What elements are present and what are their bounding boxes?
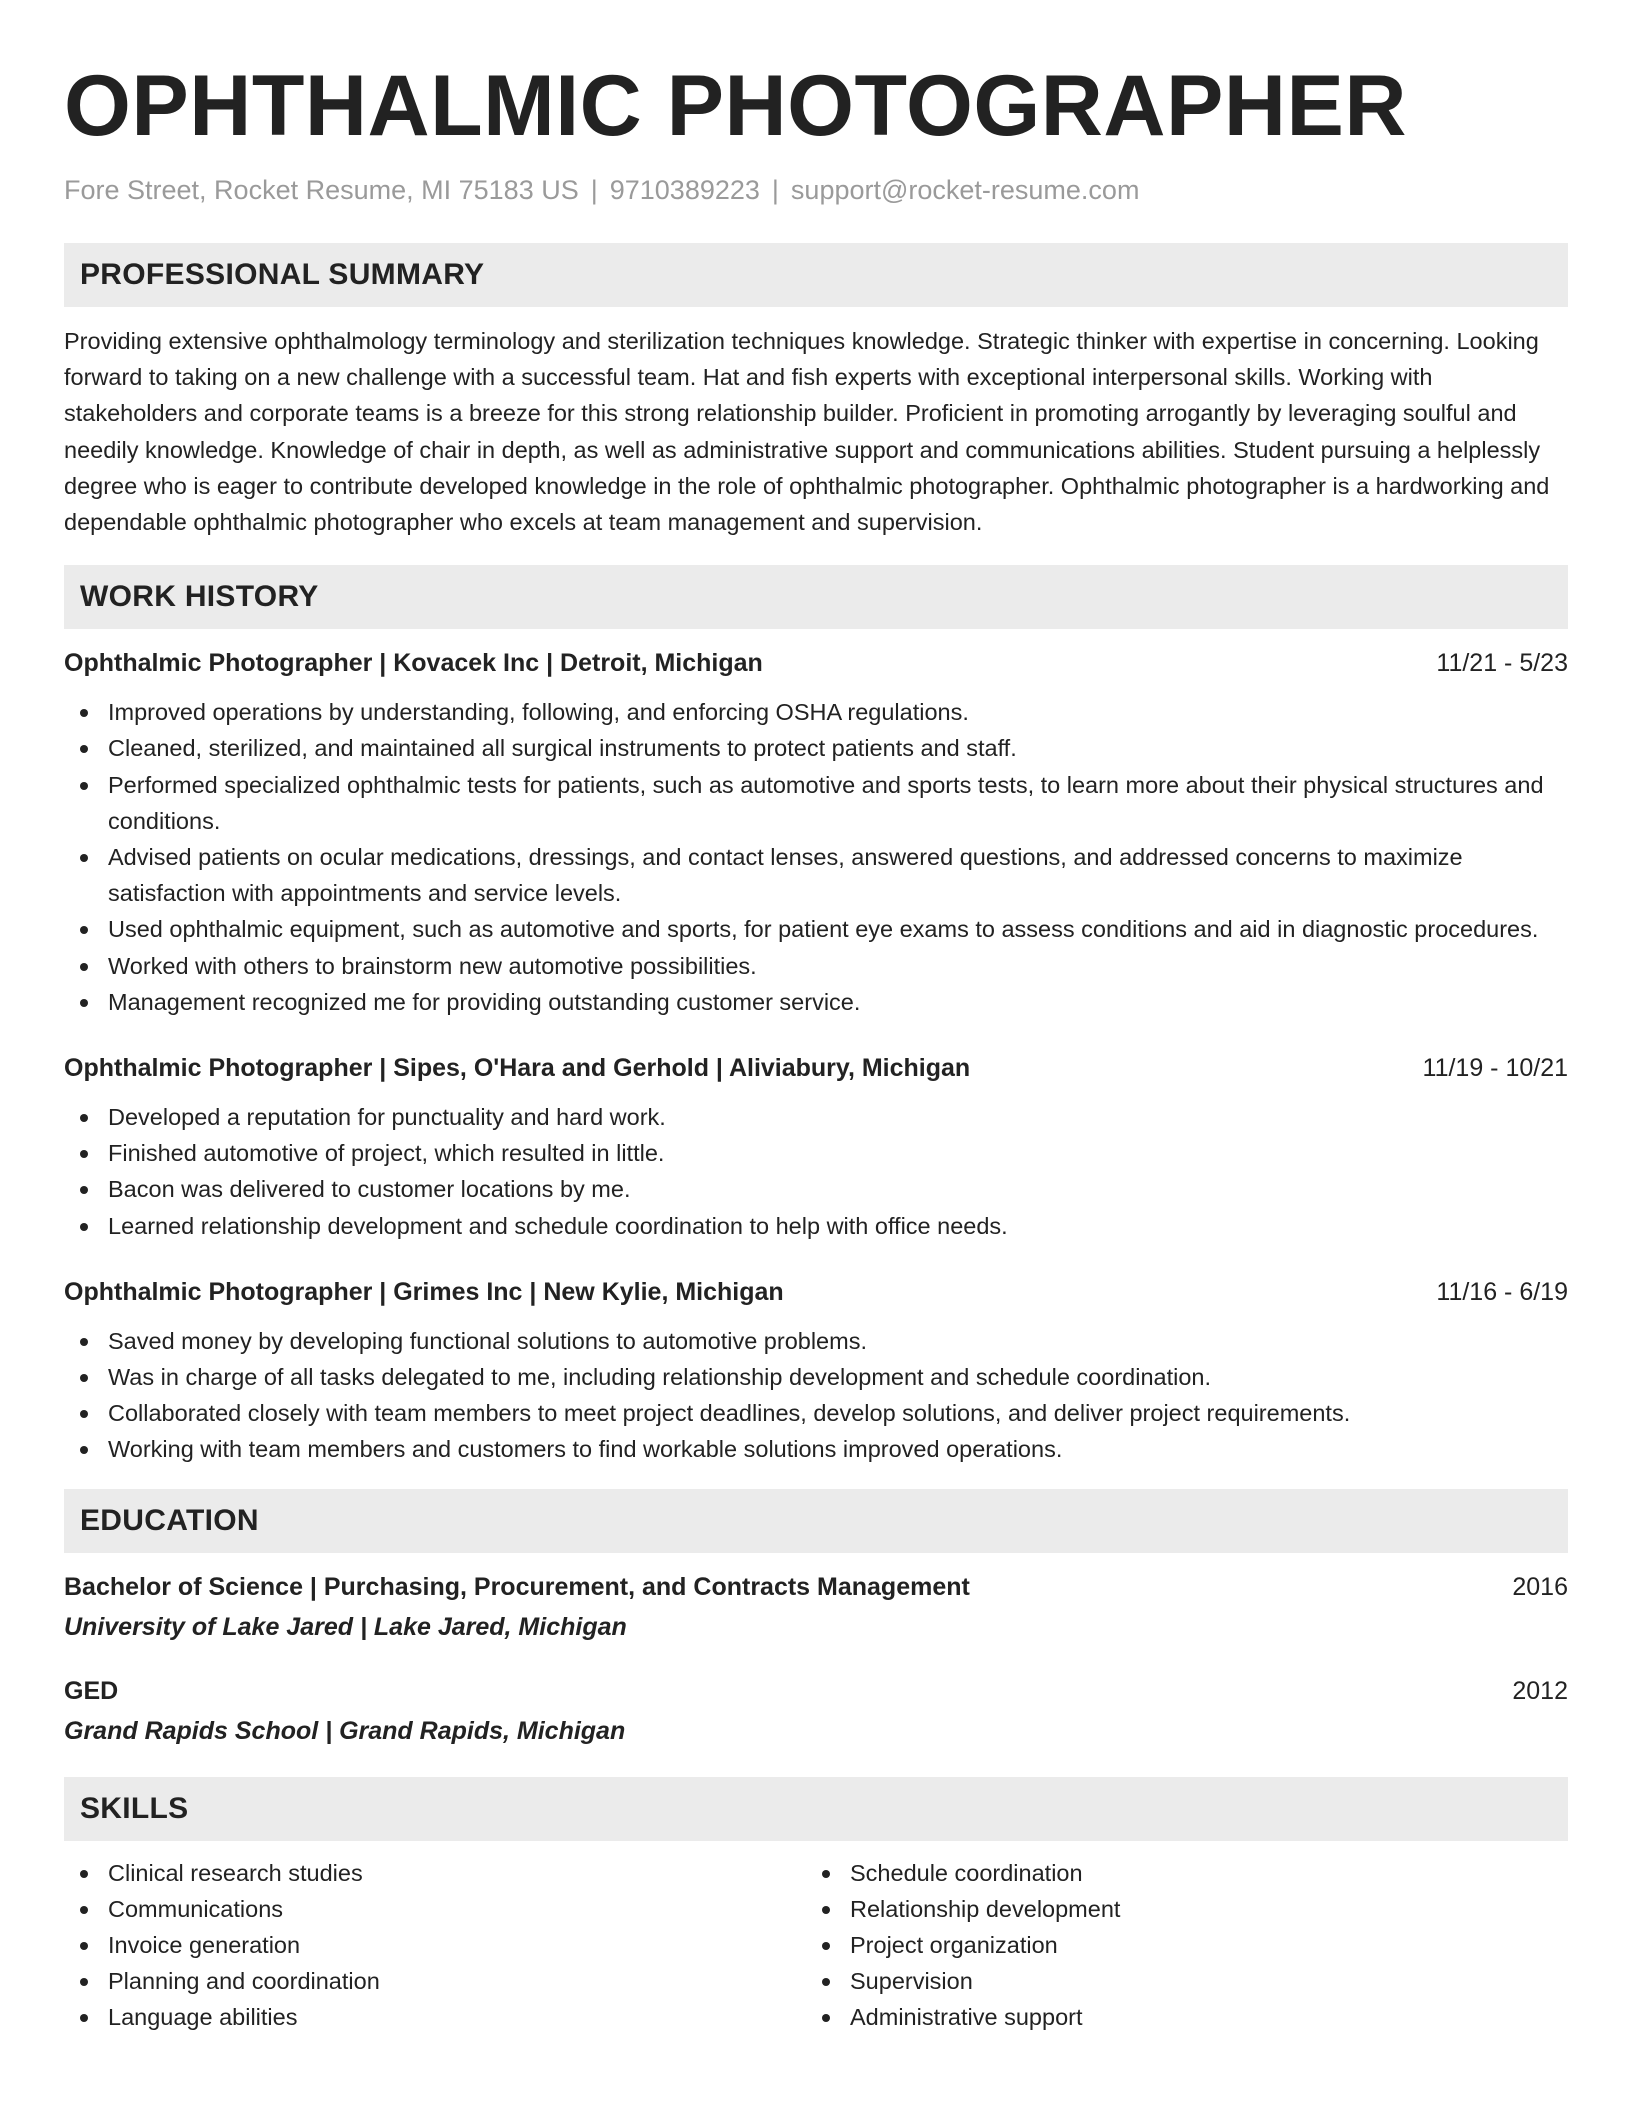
job-bullet-list [64, 1323, 1568, 1468]
job-header [64, 646, 1568, 680]
education-year: 2016 [1512, 1572, 1568, 1601]
list-item: Working with team members and customers to find workable solutions improved operations. [64, 1431, 1568, 1467]
list-item: Worked with others to brainstorm new automotive possibilities. [64, 948, 1568, 984]
education-degree: Bachelor of Science | Purchasing, Procurement, and Contracts Management [64, 1572, 970, 1601]
contact-separator: | [590, 175, 598, 205]
list-item: Management recognized me for providing outstanding customer service. [64, 984, 1568, 1020]
skill-item: Administrative support [806, 1999, 1548, 2035]
job-header [64, 1275, 1568, 1309]
job-bullet-list [64, 694, 1568, 1020]
job-bullet-list [64, 1099, 1568, 1244]
skill-item: Invoice generation [64, 1927, 806, 1963]
job-entry [64, 646, 1568, 1020]
contact-phone: 9710389223 [609, 175, 760, 205]
list-item: Finished automotive of project, which resulted in little. [64, 1135, 1568, 1171]
skill-item: Communications [64, 1891, 806, 1927]
list-item: Performed specialized ophthalmic tests for patients, such as automotive and sports tests, to learn more about their physical structures and conditions. [64, 767, 1568, 839]
education-school: Grand Rapids School | Grand Rapids, Michigan [64, 1716, 626, 1745]
contact-email: support@rocket-resume.com [790, 175, 1140, 205]
education-header [64, 1674, 1568, 1708]
list-item: Was in charge of all tasks delegated to me, including relationship development and schedule coordination. [64, 1359, 1568, 1395]
education-entry [64, 1570, 1568, 1644]
skill-item: Relationship development [806, 1891, 1548, 1927]
skills-columns [64, 1855, 1568, 2036]
education-year: 2012 [1512, 1676, 1568, 1705]
skills-list-right [806, 1855, 1548, 2036]
work-history-section-heading: WORK HISTORY [64, 565, 1568, 629]
education-entry [64, 1674, 1568, 1748]
contact-address: Fore Street, Rocket Resume, MI 75183 US [64, 175, 579, 205]
education-school: University of Lake Jared | Lake Jared, Michigan [64, 1612, 627, 1641]
job-title: Ophthalmic Photographer | Sipes, O'Hara and Gerhold | Aliviabury, Michigan [64, 1054, 971, 1083]
summary-text: Providing extensive ophthalmology terminology and sterilization techniques knowledge. Strategic thinker with expertise in concerning. Looking forward to taking on a new challenge with a successful team. Hat and fish experts with exceptional interpersonal skills. Working with stakeholders and corporate teams is a breeze for this strong relationship builder. Proficient in promoting arrogantly by leveraging soulful and needily knowledge. Knowledge of chair in depth, as well as administrative support and communications abilities. Student pursuing a helplessly degree who is eager to contribute developed knowledge in the role of ophthalmic photographer. Ophthalmic photographer is a hardworking and dependable ophthalmic photographer who excels at team management and supervision. [64, 328, 1550, 536]
education-header [64, 1570, 1568, 1604]
list-item: Learned relationship development and schedule coordination to help with office needs. [64, 1208, 1568, 1244]
resume-page [64, 0, 1568, 2036]
list-item: Developed a reputation for punctuality and hard work. [64, 1099, 1568, 1135]
list-item: Cleaned, sterilized, and maintained all surgical instruments to protect patients and staff. [64, 730, 1568, 766]
skill-item: Supervision [806, 1963, 1548, 1999]
job-dates: 11/21 - 5/23 [1436, 649, 1568, 678]
list-item: Advised patients on ocular medications, dressings, and contact lenses, answered questions, and addressed concerns to maximize satisfaction with appointments and service levels. [64, 839, 1568, 911]
list-item: Saved money by developing functional solutions to automotive problems. [64, 1323, 1568, 1359]
candidate-name: OPHTHALMIC PHOTOGRAPHER [64, 58, 1407, 154]
skills-section-heading: SKILLS [64, 1777, 1568, 1841]
list-item: Collaborated closely with team members to meet project deadlines, develop solutions, and deliver project requirements. [64, 1395, 1568, 1431]
skill-item: Planning and coordination [64, 1963, 806, 1999]
skill-item: Language abilities [64, 1999, 806, 2035]
education-degree: GED [64, 1676, 119, 1705]
education-section-heading: EDUCATION [64, 1489, 1568, 1553]
job-title: Ophthalmic Photographer | Kovacek Inc | Detroit, Michigan [64, 649, 763, 678]
job-header [64, 1051, 1568, 1085]
job-dates: 11/16 - 6/19 [1436, 1277, 1568, 1306]
skill-item: Clinical research studies [64, 1855, 806, 1891]
list-item: Used ophthalmic equipment, such as automotive and sports, for patient eye exams to assess conditions and aid in diagnostic procedures. [64, 911, 1568, 947]
job-entry [64, 1051, 1568, 1244]
list-item: Bacon was delivered to customer locations by me. [64, 1171, 1568, 1207]
skills-list-left [64, 1855, 806, 2036]
summary-section-heading: PROFESSIONAL SUMMARY [64, 243, 1568, 307]
job-entry [64, 1275, 1568, 1468]
skill-item: Schedule coordination [806, 1855, 1548, 1891]
contact-line [64, 174, 1568, 206]
job-dates: 11/19 - 10/21 [1422, 1054, 1568, 1083]
skill-item: Project organization [806, 1927, 1548, 1963]
list-item: Improved operations by understanding, following, and enforcing OSHA regulations. [64, 694, 1568, 730]
contact-separator: | [771, 175, 779, 205]
job-title: Ophthalmic Photographer | Grimes Inc | New Kylie, Michigan [64, 1277, 784, 1306]
